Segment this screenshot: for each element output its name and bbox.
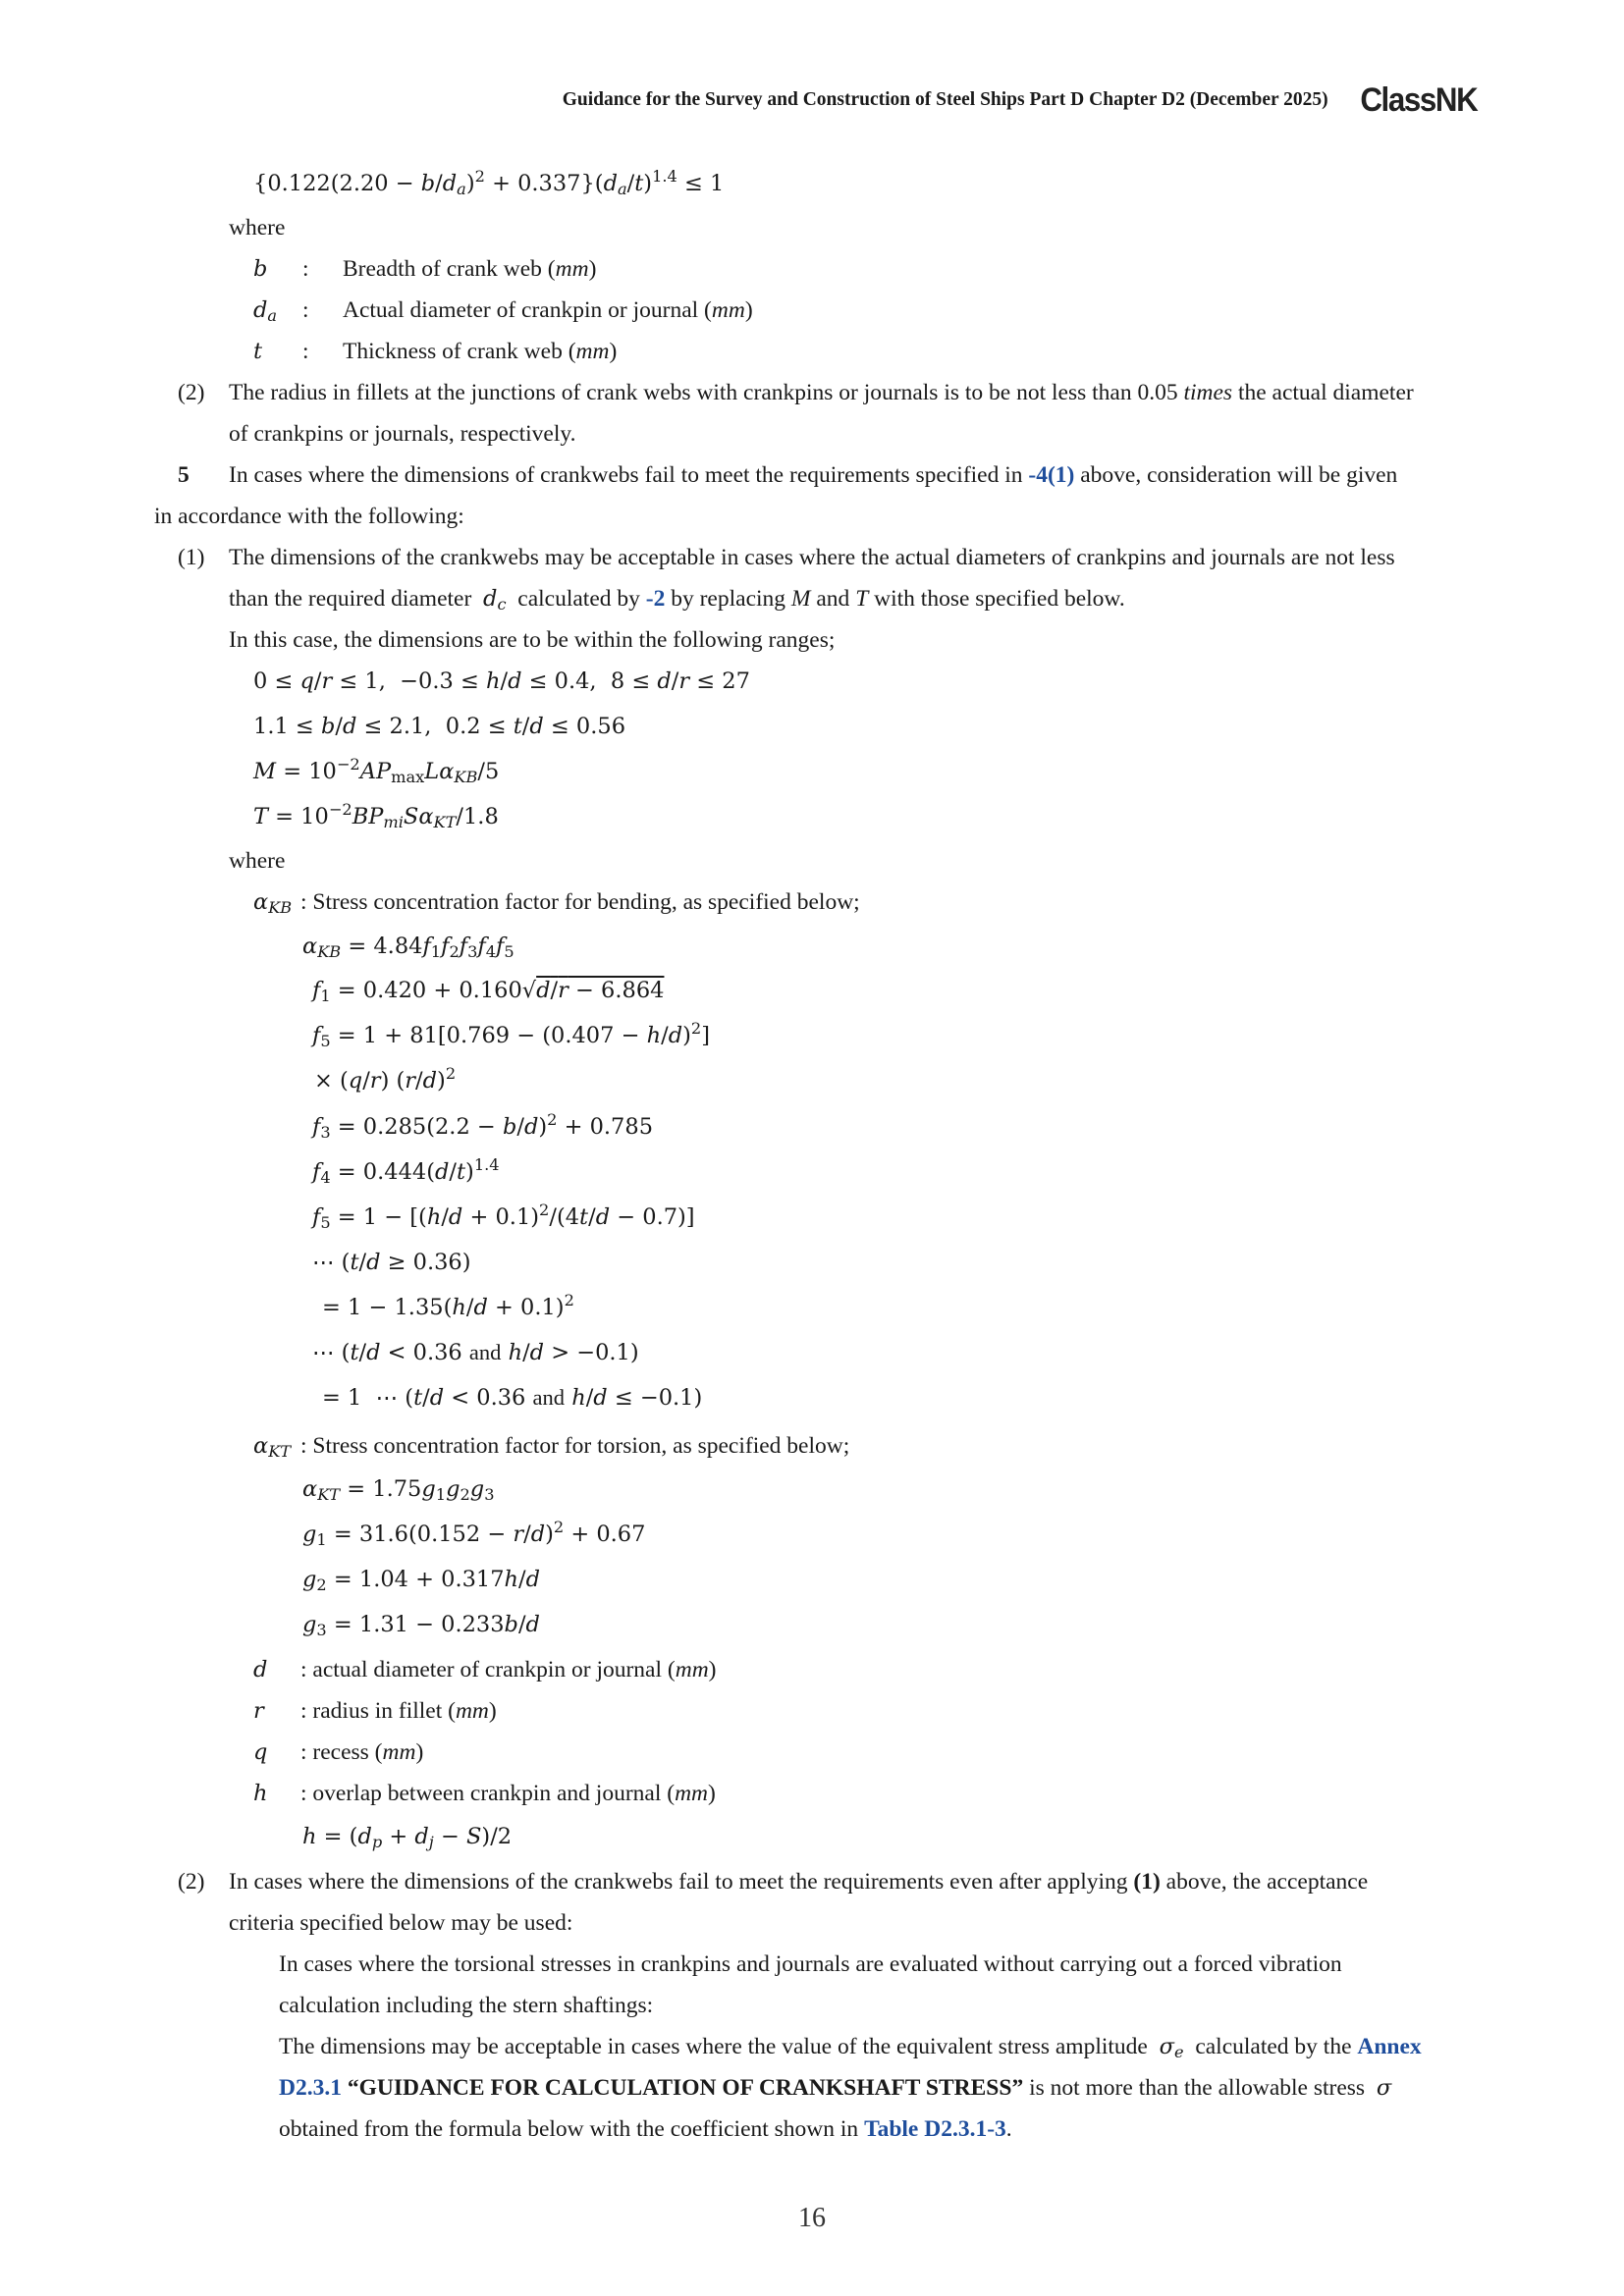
def-symbol-t: t	[253, 339, 263, 364]
page-number: 16	[798, 2203, 826, 2233]
header-title: Guidance for the Survey and Construction of Steel Ships Part D Chapter D2 (December 2025)	[562, 89, 1328, 110]
sub-2-para-2-line-3: obtained from the formula below with the coefficient shown in Table D2.3.1-3.	[279, 2116, 1012, 2142]
equation-M: $M = 10^{-2}AP_{max}L\alpha_{KB}/5$	[253, 755, 500, 787]
item-2-line-2: of crankpins or journals, respectively.	[229, 421, 576, 447]
def-colon: :	[302, 339, 309, 364]
def-symbol-r: r	[253, 1698, 264, 1724]
paragraph-5-line-1: In cases where the dimensions of crankwebs fail to meet the requirements specified in -4(1) above, consideration will be given	[229, 462, 1398, 488]
def-text-t: Thickness of crank web (mm)	[343, 339, 618, 364]
equation-alpha-kt: $\alpha_{KT} = 1.75g_1g_2g_3$	[302, 1476, 495, 1505]
paragraph-5-number: 5	[178, 462, 189, 488]
link-annex-d2-3-1[interactable]: D2.3.1	[279, 2075, 342, 2101]
classnk-logo: ClassNK	[1360, 80, 1477, 119]
equation-g1: $g_1 = 31.6(0.152 - r/d)^2 + 0.67$	[302, 1518, 646, 1550]
def-symbol-da: $d_a$	[253, 297, 278, 326]
link-4-1[interactable]: -4(1)	[1028, 462, 1075, 488]
sub-2-line-1: In cases where the dimensions of the crankwebs fail to meet the requirements even after applying (1) above, the acceptance	[229, 1869, 1369, 1895]
def-text-r: : radius in fillet (mm)	[300, 1698, 497, 1724]
sub-2-para-1-line-2: calculation including the stern shaftings:	[279, 1993, 654, 2018]
where-label: where	[229, 215, 286, 240]
sub-1-line-2: than the required diameter $d_c$ calculated by -2 by replacing M and T with those specified below.	[229, 586, 1125, 614]
def-colon: :	[302, 297, 309, 323]
def-text-b: Breadth of crank web (mm)	[343, 256, 597, 282]
equation-alpha-kb: $\alpha_{KB} = 4.84f_1f_2f_3f_4f_5$	[302, 934, 514, 962]
equation-f4: $f_4 = 0.444(d/t)^{1.4}$	[312, 1155, 500, 1188]
equation-f3: $f_3 = 0.285(2.2 - b/d)^2 + 0.785$	[312, 1110, 654, 1143]
sub-2-line-2: criteria specified below may be used:	[229, 1910, 573, 1936]
equation-T: $T = 10^{-2}BP_{mi}S\alpha_{KT}/1.8$	[253, 800, 499, 832]
def-text-h: : overlap between crankpin and journal (mm)	[300, 1781, 716, 1806]
sub-1-number: (1)	[178, 545, 205, 570]
equation-g3: $g_3 = 1.31 - 0.233b/d$	[302, 1612, 540, 1640]
item-2-number: (2)	[178, 380, 205, 405]
item-2-line-1: The radius in fillets at the junctions of crank webs with crankpins or journals is to be not less than 0.05 times the actual diameter	[229, 380, 1414, 405]
def-text-da: Actual diameter of crankpin or journal (mm)	[343, 297, 753, 323]
range-equation-1: 0 ≤ q/r ≤ 1, −0.3 ≤ h/d ≤ 0.4, 8 ≤ d/r ≤ 27	[253, 668, 750, 694]
condition-td-lt-hd-gt: ⋯ (t/d < 0.36 and h/d > −0.1)	[312, 1340, 639, 1365]
def-text-q: : recess (mm)	[300, 1739, 424, 1765]
alpha-kt-description: : Stress concentration factor for torsion, as specified below;	[300, 1433, 850, 1459]
def-symbol-d: d	[253, 1657, 268, 1682]
link-annex[interactable]: Annex	[1357, 2034, 1422, 2059]
alpha-kb-description: : Stress concentration factor for bending, as specified below;	[300, 889, 860, 915]
equation-f5-line-1: $f_5 = 1 + 81[0.769 - (0.407 - h/d)^2]$	[312, 1019, 710, 1051]
equation-h: $h = (d_p + d_j - S)/2$	[302, 1824, 513, 1852]
range-equation-2: 1.1 ≤ b/d ≤ 2.1, 0.2 ≤ t/d ≤ 0.56	[253, 714, 626, 739]
alpha-kb-symbol: $\alpha_{KB}$	[253, 889, 293, 918]
equation-g2: $g_2 = 1.04 + 0.317h/d$	[302, 1567, 541, 1595]
sub-2-number: (2)	[178, 1869, 205, 1895]
def-colon: :	[302, 256, 309, 282]
sub-1-line-3: In this case, the dimensions are to be within the following ranges;	[229, 627, 836, 653]
equation-f5-case-3: = 1 ⋯ (t/d < 0.36 and h/d ≤ −0.1)	[322, 1385, 703, 1411]
sub-2-para-2-line-2: D2.3.1 “GUIDANCE FOR CALCULATION OF CRANKSHAFT STRESS” is not more than the allowable stress σ	[279, 2075, 1392, 2101]
link-table-d2-3-1-3[interactable]: Table D2.3.1-3	[864, 2116, 1006, 2142]
sub-2-para-1-line-1: In cases where the torsional stresses in crankpins and journals are evaluated without carrying out a forced vibration	[279, 1951, 1342, 1977]
equation-web-criterion: $\{0.122(2.20 - b/d_a)^2 + 0.337\}(d_a/t)^{1.4} \le 1$	[253, 167, 725, 199]
sub-1-line-1: The dimensions of the crankwebs may be acceptable in cases where the actual diameters of crankpins and journals are not less	[229, 545, 1395, 570]
equation-f1: $f_1 = 0.420 + 0.160√d/r - 6.864$	[312, 978, 665, 1006]
alpha-kt-symbol: $\alpha_{KT}$	[253, 1433, 292, 1462]
paragraph-5-line-2: in accordance with the following:	[154, 504, 464, 529]
equation-f5-line-2: × (q/r) $(r/d)^2$	[314, 1064, 457, 1094]
def-symbol-b: b	[253, 256, 268, 282]
condition-td-ge: ⋯ (t/d ≥ 0.36)	[312, 1250, 471, 1275]
def-symbol-h: h	[253, 1781, 268, 1806]
sub-2-para-2-line-1: The dimensions may be acceptable in cases where the value of the equivalent stress amplitude $\sigma_e$ calculated by the Annex	[279, 2034, 1422, 2062]
equation-f5-case-2: = $1 - 1.35(h/d + 0.1)^2$	[322, 1291, 574, 1320]
equation-f5-alt: $f_5 = 1 - [(h/d + 0.1)^2/(4t/d - 0.7)]$	[312, 1201, 695, 1233]
def-text-d: : actual diameter of crankpin or journal (mm)	[300, 1657, 717, 1682]
link-2[interactable]: -2	[645, 586, 666, 612]
def-symbol-q: q	[253, 1739, 268, 1765]
page-header	[563, 80, 1477, 120]
where-label: where	[229, 848, 286, 874]
